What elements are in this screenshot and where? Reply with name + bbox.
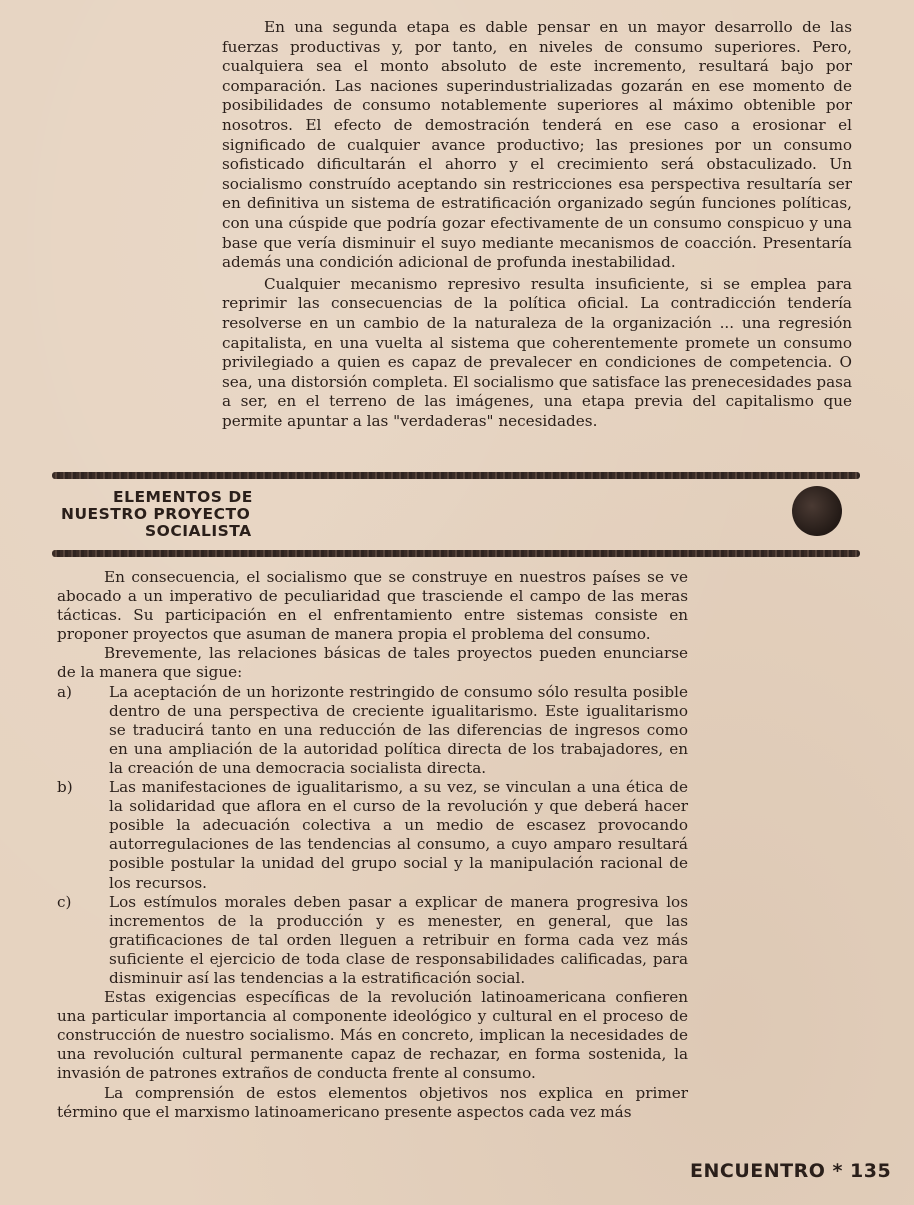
section-divider-top [52,472,860,479]
list-item [57,778,688,893]
list-item-text: La aceptación de un horizonte restringido de consumo sólo resulta posible dentro de una perspectiva de creciente igualitarismo. Este igualitarismo se traducirá tanto en una reducción de las diferencias de ingresos como en una ampliación de la autoridad política directa de los trabajadores, en la creación de una democracia socialista directa. [109,682,688,777]
paragraph: En una segunda etapa es dable pensar en un mayor desarrollo de las fuerzas productivas y, por tanto, en niveles de consumo superiores. Pero, cualquiera sea el monto absoluto de este incremento, resultará bajo por comparación. Las naciones superindustrializadas gozarán en ese momento de posibilidades de consumo notablemente superiores al máximo obtenible por nosotros. El efecto de demostración tenderá en ese caso a erosionar el significado de cualquier avance productivo; las presiones por un consumo sofisticado dificultarán el ahorro y el crecimiento será obstaculizado. Un socialismo construído aceptando sin restricciones esa perspectiva resultaría ser en definitiva un sistema de estratificación organizado según funciones políticas, con una cúspide que podría gozar efectivamente de un consumo conspicuo y una base que vería disminuir el suyo mediante mecanismos de coacción. Presentaría además una condición adicional de profunda inestabilidad. [222,18,852,272]
section-heading [55,489,265,540]
body-text-column [57,568,688,1122]
top-text-column [222,18,852,431]
section-heading-line: SOCIALISTA [145,522,252,540]
paragraph: Estas exigencias específicas de la revolución latinoamericana confieren una particular importancia al componente ideológico y cultural en el proceso de construcción de nuestro socialismo. Más en concreto, implican la necesidades de una revolución cultural permanente capaz de rechazar, en forma sostenida, la invasión de patrones extraños de conducta frente al consumo. [57,988,688,1083]
list-marker: c) [57,892,72,911]
section-heading-line: ELEMENTOS DE [113,488,253,506]
paragraph: Brevemente, las relaciones básicas de tales proyectos pueden enunciarse de la manera que sigue: [57,644,688,682]
section-heading-line: NUESTRO PROYECTO [61,505,251,523]
list-item [57,683,688,778]
paragraph: La comprensión de estos elementos objetivos nos explica en primer término que el marxismo latinoamericano presente aspectos cada vez más [57,1083,688,1121]
paragraph: En consecuencia, el socialismo que se construye en nuestros países se ve abocado a un imperativo de peculiaridad que trasciende el campo de las meras tácticas. Su participación en el enfrentamiento entre sistemas consiste en proponer proyectos que asuman de manera propia el problema del consumo. [57,568,688,644]
section-dot-ornament [792,486,842,536]
section-divider-bottom [52,550,860,557]
list-item-text: Los estímulos morales deben pasar a explicar de manera progresiva los incrementos de la producción y es menester, en general, que las gratificaciones de tal orden lleguen a retribuir en forma cada vez más suficiente el ejercicio de toda clase de responsabilidades calificadas, para disminuir así las tendencias a la estratificación social. [109,892,688,987]
page-footer: ENCUENTRO * 135 [690,1160,892,1182]
list-marker: a) [57,682,72,701]
list-marker: b) [57,778,73,797]
list-item-text: Las manifestaciones de igualitarismo, a su vez, se vinculan a una ética de la solidaridad que aflora en el curso de la revolución y que deberá hacer posible la adecuación colectiva a un medio de escasez provocando autorregulaciones de las tendencias al consumo, a cuyo amparo resultará posible postular la unidad del grupo social y la manipulación racional de los recursos. [109,778,688,892]
list-item [57,893,688,988]
paragraph: Cualquier mecanismo represivo resulta insuficiente, si se emplea para reprimir las consecuencias de la política oficial. La contradicción tendería resolverse en un cambio de la naturaleza de la organización ... una regresión capitalista, en una vuelta al sistema que coherentemente promete un consumo privilegiado a quien es capaz de prevalecer en condiciones de competencia. O sea, una distorsión completa. El socialismo que satisface las prenecesidades pasa a ser, en el terreno de las imágenes, una etapa previa del capitalismo que permite apuntar a las "verdaderas" necesidades. [222,274,852,430]
